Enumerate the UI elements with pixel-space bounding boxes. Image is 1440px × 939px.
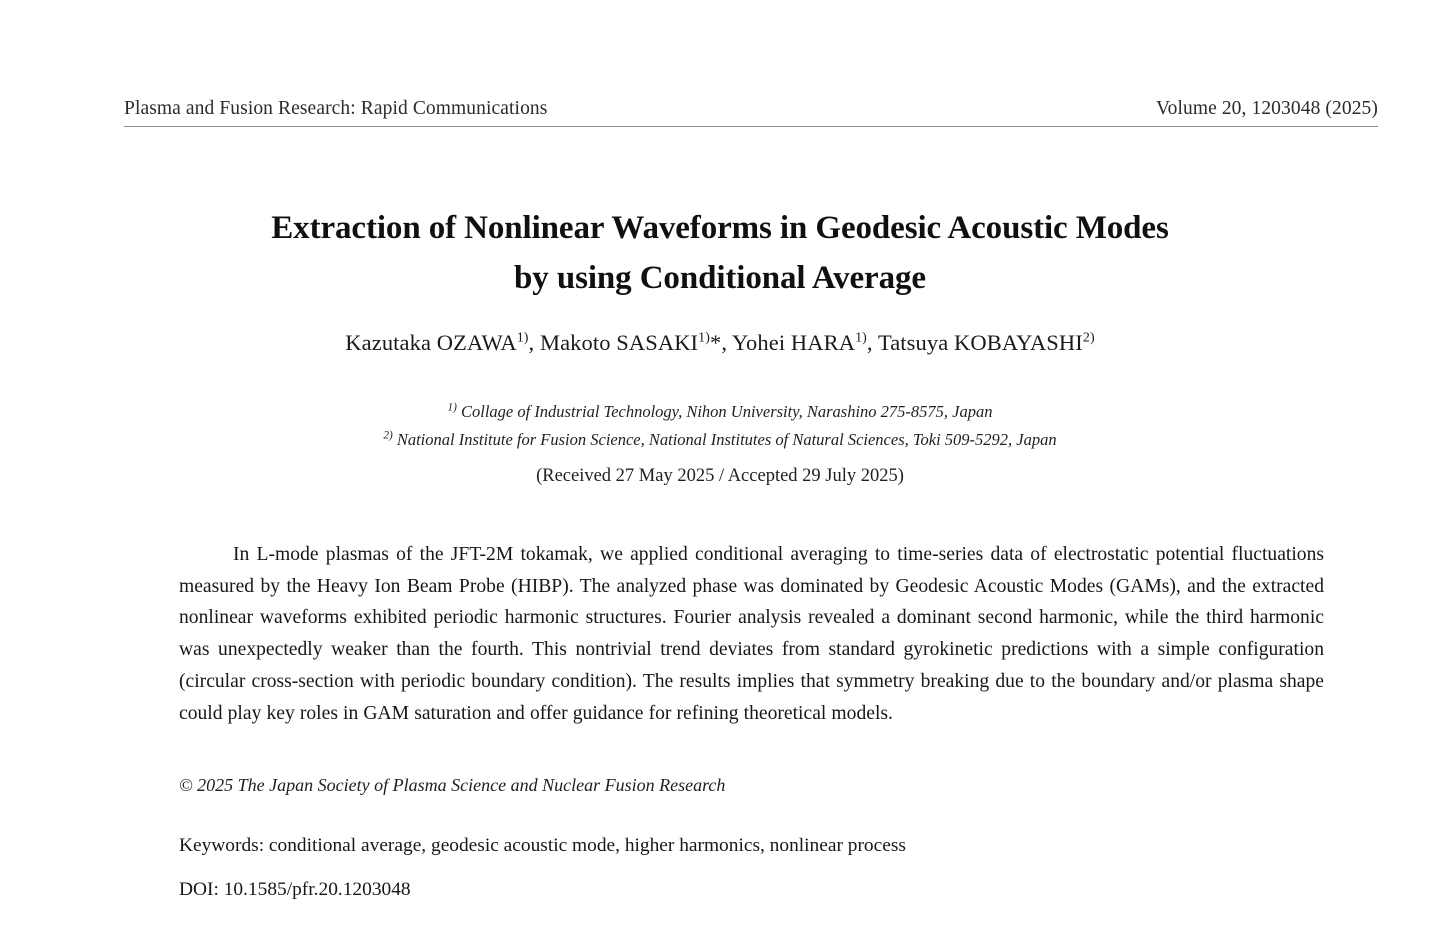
author-4-name: Tatsuya KOBAYASHI <box>877 330 1083 355</box>
title-line-2: by using Conditional Average <box>514 259 926 296</box>
journal-name: Plasma and Fusion Research: Rapid Communications <box>124 98 548 119</box>
author-1-name: Kazutaka OZAWA <box>345 330 517 355</box>
author-separator-3: , <box>866 330 878 355</box>
author-1-affiliation-marker: 1) <box>516 330 529 346</box>
title-line-1: Extraction of Nonlinear Waveforms in Geodesic Acoustic Modes <box>271 210 1169 247</box>
page-title <box>160 204 1280 303</box>
affiliation-2-text: National Institute for Fusion Science, National Institutes of Natural Sciences, Toki 509-5292, Japan <box>396 430 1057 450</box>
affiliation-2-marker: 2) <box>383 429 393 442</box>
author-3-affiliation-marker: 1) <box>855 330 867 346</box>
header-divider <box>124 126 1378 127</box>
keywords-line: Keywords: conditional average, geodesic acoustic mode, higher harmonics, nonlinear process <box>179 835 906 856</box>
author-2-affiliation-marker: 1) <box>698 330 710 346</box>
author-2-name: Makoto SASAKI <box>539 330 699 355</box>
author-4-affiliation-marker: 2) <box>1082 330 1095 346</box>
abstract-text: In L-mode plasmas of the JFT-2M tokamak, we applied conditional averaging to time-series data of electrostatic potential fluctuations measured by the Heavy Ion Beam Probe (HIBP). The analyzed phase was dominated by Geodesic Acoustic Modes (GAMs), and the extracted nonlinear waveforms exhibited periodic harmonic structures. Fourier analysis revealed a dominant second harmonic, while the third harmonic was unexpectedly weaker than the fourth. This nontrivial trend deviates from standard gyrokinetic predictions with a simple configuration (circular cross-section with periodic boundary condition). The results implies that symmetry breaking due to the boundary and/or plasma shape could play key roles in GAM saturation and offer guidance for refining theoretical models. <box>179 544 1324 724</box>
corresponding-author-asterisk: * <box>709 330 722 355</box>
received-accepted-dates: (Received 27 May 2025 / Accepted 29 July 2025) <box>536 466 904 486</box>
author-3-name: Yohei HARA <box>731 330 856 355</box>
doi-line: DOI: 10.1585/pfr.20.1203048 <box>179 879 411 900</box>
affiliation-2 <box>160 426 1280 454</box>
running-head <box>124 98 1378 120</box>
author-list <box>160 330 1280 356</box>
copyright-notice: © 2025 The Japan Society of Plasma Science and Nuclear Fusion Research <box>179 775 726 795</box>
affiliation-list <box>160 398 1280 455</box>
affiliation-1 <box>160 398 1280 426</box>
author-separator-1: , <box>528 330 540 355</box>
affiliation-1-marker: 1) <box>447 401 457 414</box>
author-separator-2: , <box>721 330 732 355</box>
affiliation-1-text: Collage of Industrial Technology, Nihon University, Narashino 275-8575, Japan <box>460 402 993 421</box>
volume-article-id: Volume 20, 1203048 (2025) <box>1155 98 1378 119</box>
